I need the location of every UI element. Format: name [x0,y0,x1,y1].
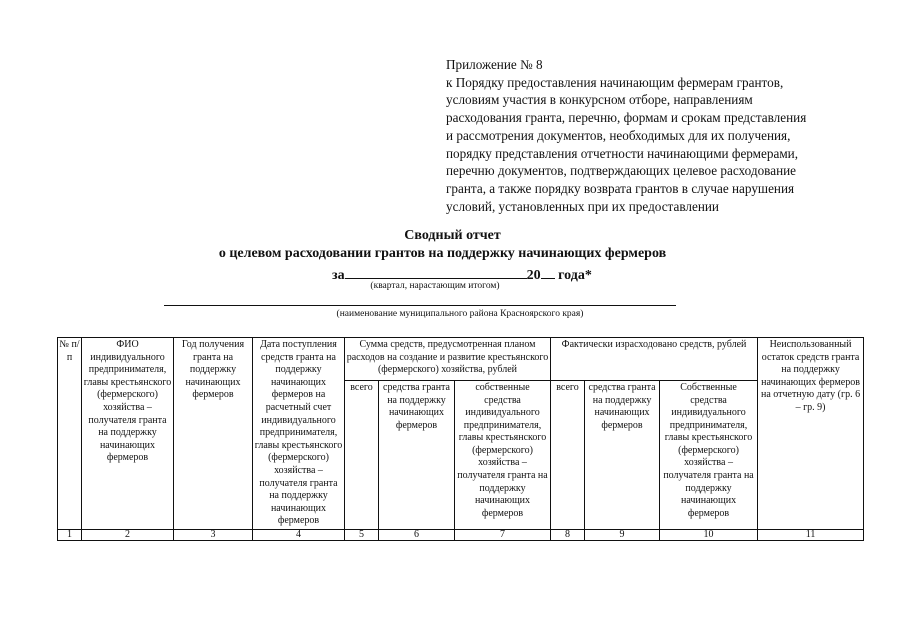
header-num: № п/п [58,338,82,530]
header-planned-own: собственные средства индивидуального предпринимателя, главы крестьянского (фермерского) хозяйства – получателя гранта на поддержку начинающих фермеров [455,380,551,529]
period-year-blank[interactable] [541,264,555,279]
header-fio: ФИО индивидуального предпринимателя, главы крестьянского (фермерского) хозяйства – получателя гранта на поддержку начинающих фермеров [82,338,174,530]
report-subtitle: о целевом расходовании грантов на поддержку начинающих фермеров [218,246,667,261]
appendix-line: перечню документов, подтверждающих целевое расходование [446,163,797,179]
column-number: 7 [455,529,551,540]
header-remaining: Неиспользованный остаток средств гранта на поддержку начинающих фермеров на отчетную дату (гр. 6 – гр. 9) [758,338,864,530]
header-date: Дата поступления средств гранта на поддержку начинающих фермеров на расчетный счет индивидуального предпринимателя, главы крестьянского (фермерского) хозяйства – получателя гранта на поддержку начинающих фермеров [253,338,345,530]
header-actual-grant: средства гранта на поддержку начинающих фермеров [585,380,660,529]
column-number: 11 [758,529,864,540]
period-prefix: за [332,268,345,283]
header-planned-group: Сумма средств, предусмотренная планом расходов на создание и развитие крестьянского (фермерского) хозяйства, рублей [345,338,551,381]
column-number: 1 [58,529,82,540]
appendix-line: и рассмотрения документов, необходимых для их получения, [446,127,791,143]
header-year: Год получения гранта на поддержку начинающих фермеров [174,338,253,530]
header-actual-total: всего [551,380,585,529]
column-number: 2 [82,529,174,540]
period-year-prefix: 20 [526,268,541,283]
column-number: 4 [253,529,345,540]
header-actual-own: Собственные средства индивидуального предпринимателя, главы крестьянского (фермерского) хозяйства – получателя гранта на поддержку начинающих фермеров [660,380,758,529]
header-planned-grant: средства гранта на поддержку начинающих фермеров [379,380,455,529]
appendix-line: порядку представления отчетности начинающими фермерами, [446,145,799,161]
region-blank-line[interactable] [164,305,676,306]
column-number: 6 [379,529,455,540]
header-planned-total: всего [345,380,379,529]
column-number: 10 [660,529,758,540]
column-number: 5 [345,529,379,540]
column-number: 3 [174,529,253,540]
column-number: 8 [551,529,585,540]
period-blank[interactable] [345,264,527,279]
period-suffix: года* [558,268,592,283]
region-caption: (наименование муниципального района Красноярского края) [336,309,584,319]
report-table [57,337,864,541]
report-title: Сводный отчет [404,228,501,243]
appendix-line: Приложение № 8 [446,57,543,72]
appendix-line: расходования гранта, перечню, формам и срокам представления [446,110,807,126]
appendix-line: условиям участия в конкурсном отборе, направлениям [446,92,753,108]
period-caption: (квартал, нарастающим итогом) [370,281,500,291]
appendix-line: к Порядку предоставления начинающим фермерам грантов, [446,74,784,90]
header-actual-group: Фактически израсходовано средств, рублей [551,338,758,381]
appendix-line: условий, установленных при их предоставлении [446,198,719,214]
appendix-line: гранта, а также порядку возврата грантов в случае нарушения [446,180,795,196]
appendix-header [446,56,886,215]
column-number: 9 [585,529,660,540]
